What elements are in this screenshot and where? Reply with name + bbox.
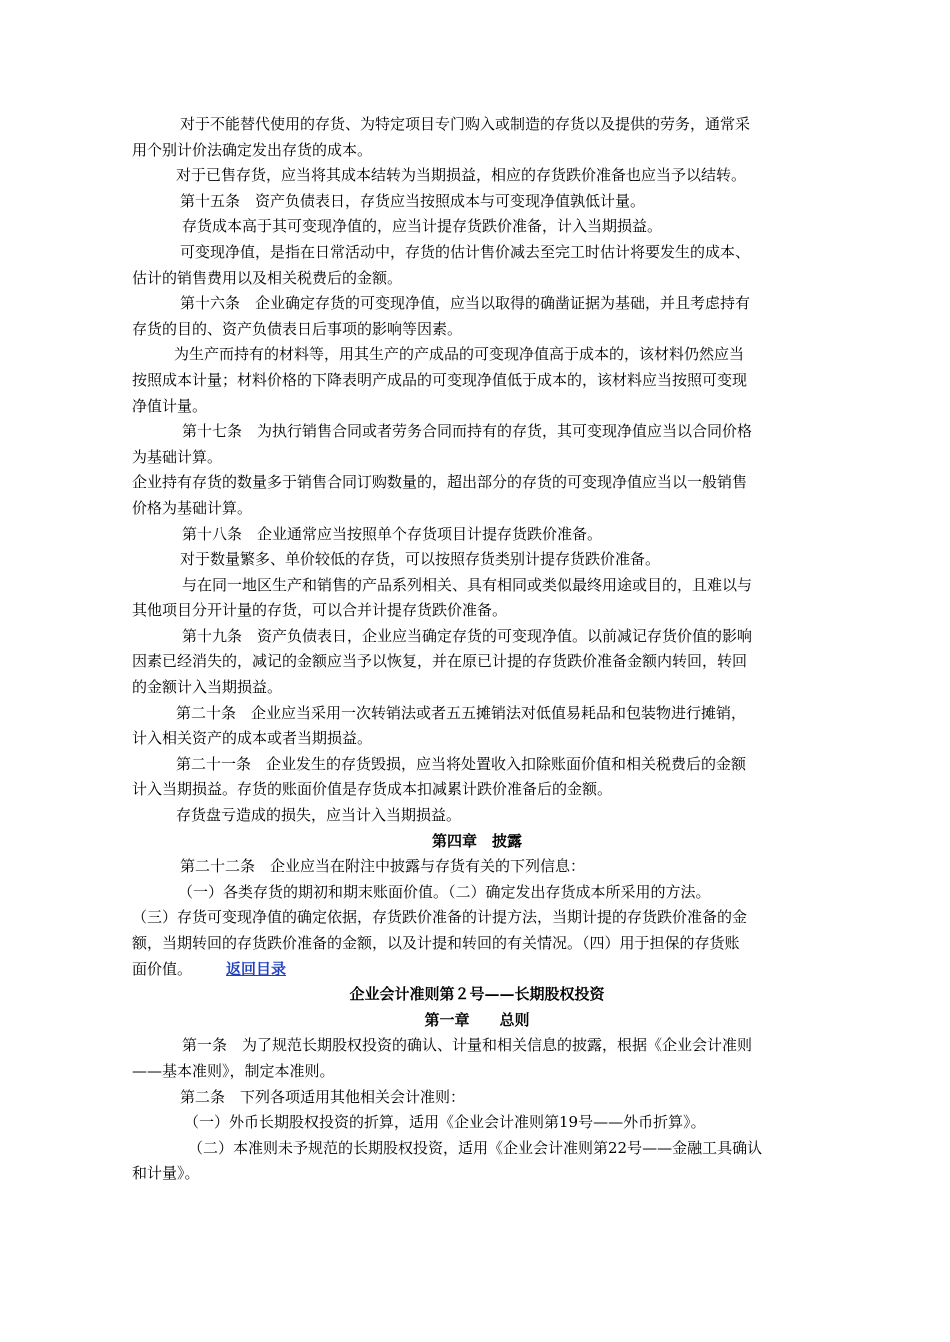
article-18-line: 第十八条 企业通常应当按照单个存货项目计提存货跌价准备。 bbox=[182, 524, 603, 543]
paragraph-line: 企业持有存货的数量多于销售合同订购数量的，超出部分的存货的可变现净值应当以一般销售 bbox=[132, 473, 748, 492]
paragraph-line: 存货的目的、资产负债表日后事项的影响等因素。 bbox=[132, 319, 463, 338]
paragraph-line: 其他项目分开计量的存货，可以合并计提存货跌价准备。 bbox=[132, 601, 508, 620]
paragraph-line: ——基本准则》，制定本准则。 bbox=[132, 1061, 335, 1080]
article-22-line: 第二十二条 企业应当在附注中披露与存货有关的下列信息： bbox=[180, 857, 586, 876]
article-1-line: 第一条 为了规范长期股权投资的确认、计量和相关信息的披露，根据《企业会计准则 bbox=[182, 1036, 753, 1055]
paragraph-line: 存货盘亏造成的损失，应当计入当期损益。 bbox=[176, 806, 462, 825]
back-to-toc-link[interactable]: 返回目录 bbox=[226, 959, 287, 978]
paragraph-line: 与在同一地区生产和销售的产品系列相关、具有相同或类似最终用途或目的，且难以与 bbox=[182, 575, 753, 594]
article-2-line: 第二条 下列各项适用其他相关会计准则： bbox=[180, 1087, 466, 1106]
paragraph-line: 存货成本高于其可变现净值的，应当计提存货跌价准备，计入当期损益。 bbox=[182, 217, 663, 236]
paragraph-line-with-link bbox=[132, 957, 822, 983]
paragraph-text: 面价值。 bbox=[132, 959, 193, 978]
article-17-line: 第十七条 为执行销售合同或者劳务合同而持有的存货，其可变现净值应当以合同价格 bbox=[182, 422, 753, 441]
standard-2-title: 企业会计准则第２号——长期股权投资 bbox=[349, 985, 605, 1004]
paragraph-line: 因素已经消失的，减记的金额应当予以恢复，并在原已计提的存货跌价准备金额内转回，转回 bbox=[132, 652, 748, 671]
paragraph-line: 的金额计入当期损益。 bbox=[132, 678, 283, 697]
paragraph-line: 净值计量。 bbox=[132, 396, 208, 415]
paragraph-line: 用个别计价法确定发出存货的成本。 bbox=[132, 140, 373, 159]
paragraph-line: 计入当期损益。存货的账面价值是存货成本扣减累计跌价准备后的金额。 bbox=[132, 780, 613, 799]
paragraph-line: 为基础计算。 bbox=[132, 447, 223, 466]
document-body bbox=[132, 112, 822, 1187]
paragraph-line: 和计量》。 bbox=[132, 1164, 200, 1183]
chapter-1-heading: 第一章 总则 bbox=[424, 1010, 530, 1029]
paragraph-line: （二）本准则未予规范的长期股权投资，适用《企业会计准则第22号——金融工具确认 bbox=[188, 1138, 763, 1157]
paragraph-line: 可变现净值，是指在日常活动中，存货的估计售价减去至完工时估计将要发生的成本、 bbox=[180, 242, 751, 261]
paragraph-line: 对于数量繁多、单价较低的存货，可以按照存货类别计提存货跌价准备。 bbox=[180, 550, 661, 569]
article-21-line: 第二十一条 企业发生的存货毁损，应当将处置收入扣除账面价值和相关税费后的金额 bbox=[176, 754, 747, 773]
article-19-line: 第十九条 资产负债表日，企业应当确定存货的可变现净值。以前减记存货价值的影响 bbox=[182, 626, 753, 645]
paragraph-line: 计入相关资产的成本或者当期损益。 bbox=[132, 729, 373, 748]
paragraph-line: 对于不能替代使用的存货、为特定项目专门购入或制造的存货以及提供的劳务，通常采 bbox=[180, 115, 751, 133]
article-16-line: 第十六条 企业确定存货的可变现净值，应当以取得的确凿证据为基础，并且考虑持有 bbox=[180, 294, 751, 313]
paragraph-line: 额，当期转回的存货跌价准备的金额，以及计提和转回的有关情况。（四）用于担保的存货账 bbox=[132, 934, 740, 952]
article-15-line: 第十五条 资产负债表日，存货应当按照成本与可变现净值孰低计量。 bbox=[180, 191, 646, 210]
chapter-4-heading: 第四章 披露 bbox=[431, 831, 522, 850]
paragraph-line: （一）外币长期股权投资的折算，适用《企业会计准则第19号——外币折算》。 bbox=[184, 1113, 706, 1132]
paragraph-line: 价格为基础计算。 bbox=[132, 498, 253, 517]
paragraph-line: （一）各类存货的期初和期末账面价值。（二）确定发出存货成本所采用的方法。 bbox=[178, 882, 711, 901]
paragraph-line: 按照成本计量；材料价格的下降表明产成品的可变现净值低于成本的，该材料应当按照可变现 bbox=[132, 370, 748, 389]
paragraph-line: 对于已售存货，应当将其成本结转为当期损益，相应的存货跌价准备也应当予以结转。 bbox=[176, 166, 747, 185]
article-20-line: 第二十条 企业应当采用一次转销法或者五五摊销法对低值易耗品和包装物进行摊销， bbox=[176, 703, 747, 722]
paragraph-line: 为生产而持有的材料等，用其生产的产成品的可变现净值高于成本的，该材料仍然应当 bbox=[174, 345, 745, 364]
paragraph-line: （三）存货可变现净值的确定依据，存货跌价准备的计提方法，当期计提的存货跌价准备的金 bbox=[132, 908, 748, 927]
paragraph-line: 估计的销售费用以及相关税费后的金额。 bbox=[132, 268, 403, 287]
